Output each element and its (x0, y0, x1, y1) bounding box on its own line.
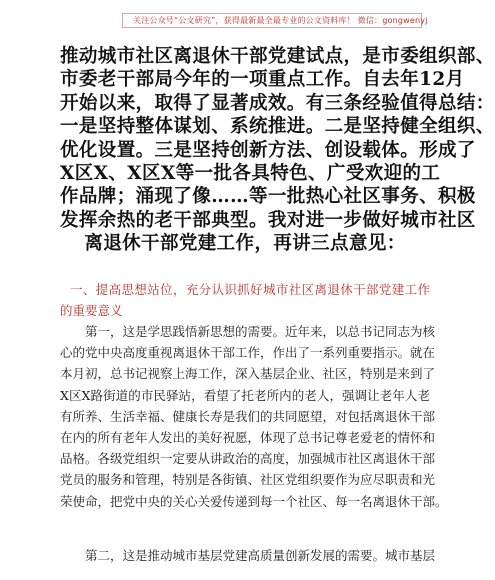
body-paragraph-2 (60, 545, 436, 566)
intro-line: 一是坚持整体谋划、系统推进。二是坚持健全组织、 (60, 116, 495, 138)
body-line: 第二，这是推动城市基层党建高质量创新发展的需要。城市基层 (85, 548, 436, 563)
body-paragraph-1 (60, 321, 448, 512)
intro-line: 离退休干部党建工作，再讲三点意见： (84, 233, 406, 255)
section-heading-line: 一、提高思想站位，充分认识抓好城市社区离退休干部党建工作 (70, 282, 430, 297)
intro-line: 作品牌；涌现了像……等一批热心社区事务、积极 (60, 186, 476, 208)
body-line: X区X路街道的市民驿站，看望了托老所内的老人，强调让老年人老 (60, 387, 430, 403)
body-line: 有所养、生活幸福、健康长寿是我们的共同愿望，对包括离退休干部 (60, 408, 436, 424)
body-line: 荣使命，把党中央的关心关爱传递到每一个社区、每一名离退休干部。 (60, 493, 448, 509)
section-heading (60, 279, 430, 321)
intro-line: 开始以来，取得了显著成效。有三条经验值得总结： (60, 92, 495, 114)
body-line: 品格。各级党组织一定要从讲政治的高度，加强城市社区离退休干部 (60, 451, 436, 467)
intro-line: 推动城市社区离退休干部党建试点，是市委组织部、 (60, 46, 495, 67)
body-line: 心的党中央高度重视离退休干部工作，作出了一系列重要指示。就在 (60, 345, 436, 361)
intro-line: 优化设置。三是坚持创新方法、创设载体。形成了 (60, 139, 476, 161)
intro-line: 市委老干部局今年的一项重点工作。自去年12月 (60, 69, 465, 91)
body-line: 在内的所有老年人发出的美好祝愿，体现了总书记尊老爱老的情怀和 (60, 430, 436, 446)
header-banner: 关注公众号“公文研究”，获得最新最全最专业的公文资料库！ 微信：gongwenyj (122, 13, 422, 28)
body-line: 本月初，总书记视察上海工作，深入基层企业、社区，特别是来到了 (60, 366, 436, 382)
intro-line: X区X、X区X等一批各具特色、广受欢迎的工 (60, 163, 441, 185)
body-line: 第一，这是学思践悟新思想的需要。近年来，以总书记同志为核 (85, 324, 436, 339)
body-line: 党员的服务和管理，特别是各街镇、社区党组织要作为应尽职责和光 (60, 472, 436, 488)
intro-paragraph (60, 45, 495, 256)
section-heading-line: 的重要意义 (60, 303, 123, 318)
intro-line: 发挥余热的老干部典型。我对进一步做好城市社区 (60, 209, 476, 231)
